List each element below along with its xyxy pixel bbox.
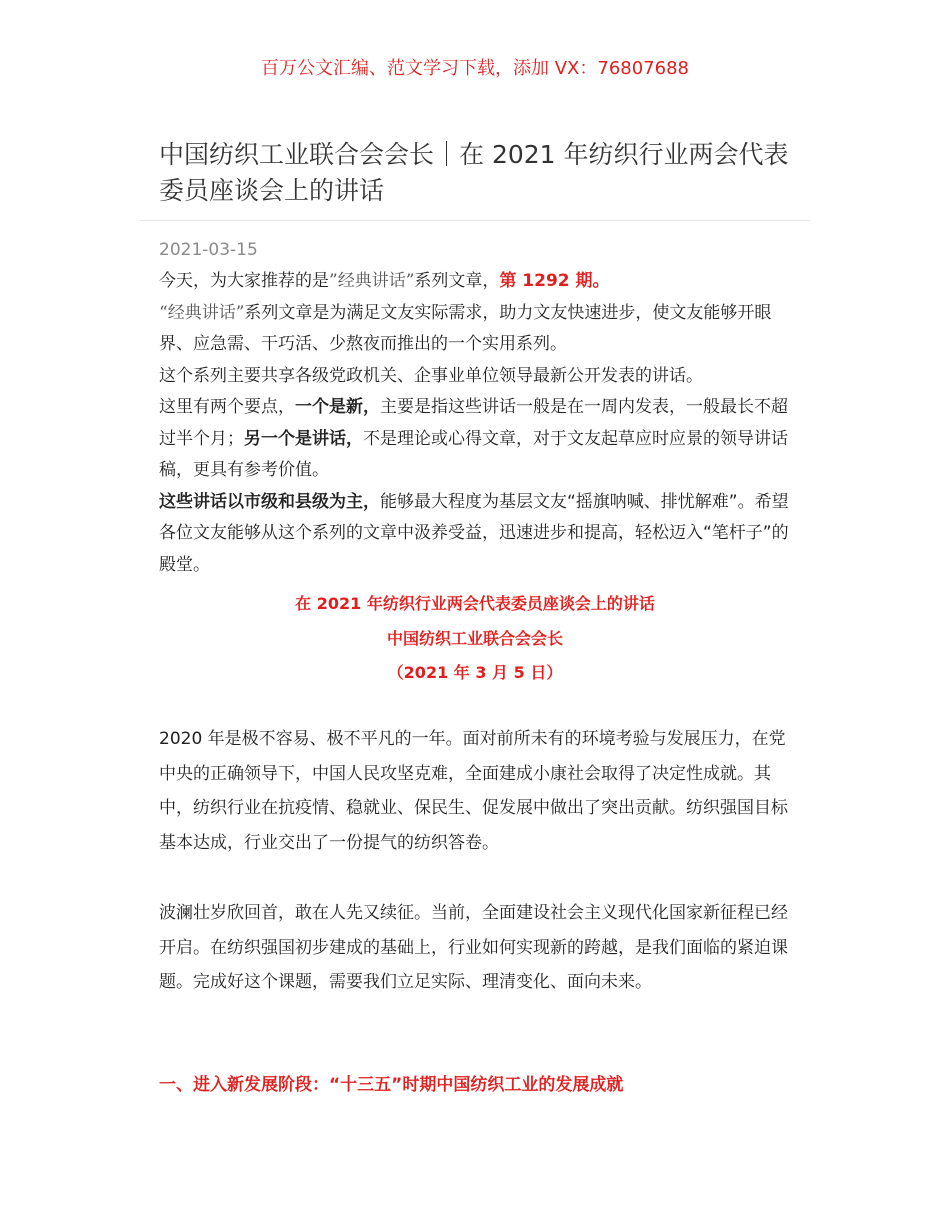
intro-text: 系列文章是为满足文友实际需求，助力文友快速进步，使文友能够开眼界、应急需、干巧活、少熬夜而推出的一个实用系列。: [159, 302, 772, 354]
publish-date: 2021-03-15: [159, 240, 258, 260]
issue-number: 第 1292 期。: [499, 271, 610, 291]
intro-text: 能够最大程度为基层文友“摇旗呐喊、排忧解难”。希望各位文友能够从这个系列的文章中汲养受益，迅速进步和提高，轻松迈入“笔杆子”的殿堂。: [159, 491, 789, 575]
intro-line-5: [159, 487, 799, 582]
intro-text: 这里有两个要点，: [159, 397, 295, 417]
body-paragraph-2: 波澜壮岁欣回首，敢在人先又续征。当前，全面建设社会主义现代化国家新征程已经开启。在纺织强国初步建成的基础上，行业如何实现新的跨越，是我们面临的紧迫课题。完成好这个课题，需要我们立足实际、理清变化、面向未来。: [159, 903, 788, 992]
intro-text: 主要是指这些讲话一般是在一周内发表，一般最长不超过半个月；: [159, 397, 788, 449]
speech-date: （2021 年 3 月 5 日）: [387, 663, 563, 682]
series-name: “经典讲话”: [159, 302, 245, 323]
intro-text: 系列文章，: [414, 271, 500, 291]
article-title: 中国纺织工业联合会会长｜在 2021 年纺织行业两会代表委员座谈会上的讲话: [159, 140, 789, 205]
intro-text: 今天，为大家推荐的是: [159, 271, 329, 291]
intro-block: [159, 266, 799, 581]
speech-heading: 在 2021 年纺织行业两会代表委员座谈会上的讲话: [295, 594, 655, 613]
section-heading-1: 一、进入新发展阶段：“十三五”时期中国纺织工业的发展成就: [159, 1075, 624, 1095]
title-divider: [140, 220, 810, 221]
intro-text: 不是理论或心得文章，对于文友起草应时应景的领导讲话稿，更具有参考价值。: [159, 428, 788, 480]
key-point-2: 另一个是讲话，: [244, 428, 363, 449]
key-point-1: 一个是新，: [295, 397, 380, 417]
intro-line-2: [159, 298, 799, 361]
speech-speaker: 中国纺织工业联合会会长: [386, 628, 563, 648]
key-point-3: 这些讲话以市级和县级为主，: [159, 491, 380, 512]
promo-banner: 百万公文汇编、范文学习下载，添加 VX：76807688: [261, 58, 689, 79]
series-name: ”经典讲话”: [329, 271, 415, 291]
intro-line-3: 这个系列主要共享各级党政机关、企事业单位领导最新公开发表的讲话。: [159, 365, 703, 386]
intro-line-1: [159, 266, 799, 298]
body-paragraph-1: 2020 年是极不容易、极不平凡的一年。面对前所未有的环境考验与发展压力，在党中央的正确领导下，中国人民攻坚克难，全面建成小康社会取得了决定性成就。其中，纺织行业在抗疫情、稳就业、保民生、促发展中做出了突出贡献。纺织强国目标基本达成，行业交出了一份提气的纺织答卷。: [159, 729, 788, 853]
intro-line-4: [159, 392, 799, 487]
speech-header: [159, 587, 791, 691]
